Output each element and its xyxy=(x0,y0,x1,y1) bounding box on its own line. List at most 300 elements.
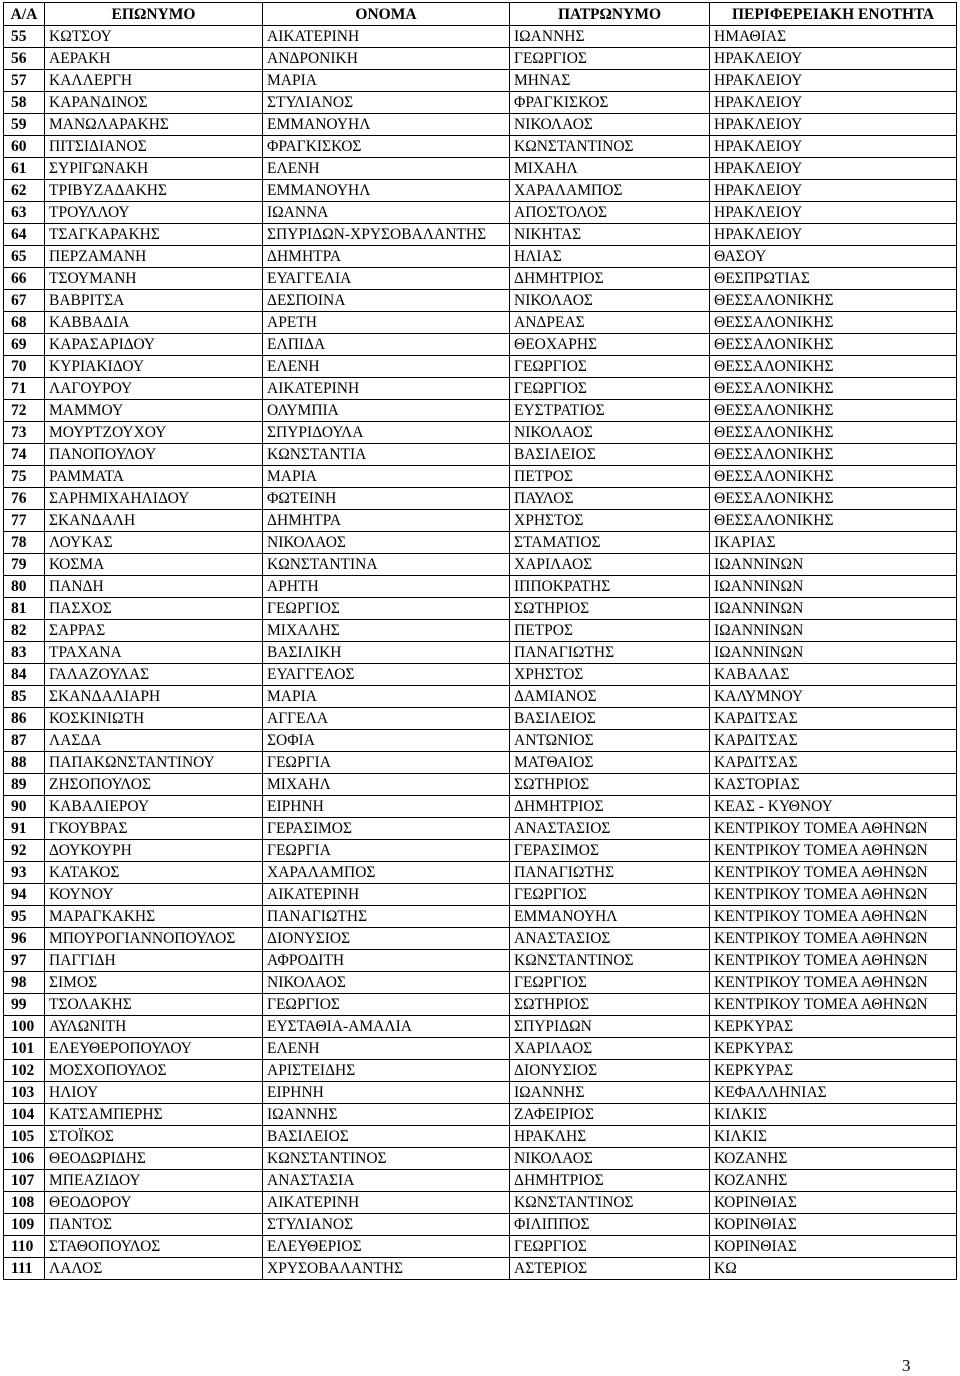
serial-cell: 57 xyxy=(4,70,45,92)
surname-cell: ΕΛΕΥΘΕΡΟΠΟΥΛΟΥ xyxy=(45,1038,263,1060)
serial-cell: 56 xyxy=(4,48,45,70)
serial-cell: 86 xyxy=(4,708,45,730)
regional-unit-cell: ΘΕΣΣΑΛΟΝΙΚΗΣ xyxy=(710,334,957,356)
father-name-cell: ΜΑΤΘΑΙΟΣ xyxy=(510,752,710,774)
table-row xyxy=(4,1082,957,1104)
father-name-cell: ΠΑΝΑΓΙΩΤΗΣ xyxy=(510,862,710,884)
first-name-cell: ΑΓΓΕΛΑ xyxy=(263,708,510,730)
father-name-cell: ΑΠΟΣΤΟΛΟΣ xyxy=(510,202,710,224)
serial-cell: 92 xyxy=(4,840,45,862)
page-number: 3 xyxy=(902,1356,911,1375)
father-name-cell: ΧΡΗΣΤΟΣ xyxy=(510,510,710,532)
father-name-cell: ΑΝΤΩΝΙΟΣ xyxy=(510,730,710,752)
serial-cell: 70 xyxy=(4,356,45,378)
serial-cell: 79 xyxy=(4,554,45,576)
regional-unit-cell: ΚΑΒΑΛΑΣ xyxy=(710,664,957,686)
table-row xyxy=(4,136,957,158)
regional-unit-cell: ΗΡΑΚΛΕΙΟΥ xyxy=(710,48,957,70)
surname-cell: ΠΙΤΣΙΔΙΑΝΟΣ xyxy=(45,136,263,158)
serial-cell: 73 xyxy=(4,422,45,444)
header-father-name: ΠΑΤΡΩΝΥΜΟ xyxy=(510,3,710,26)
surname-cell: ΠΕΡΖΑΜΑΝΗ xyxy=(45,246,263,268)
father-name-cell: ΘΕΟΧΑΡΗΣ xyxy=(510,334,710,356)
father-name-cell: ΓΕΩΡΓΙΟΣ xyxy=(510,972,710,994)
first-name-cell: ΑΦΡΟΔΙΤΗ xyxy=(263,950,510,972)
serial-cell: 66 xyxy=(4,268,45,290)
father-name-cell: ΕΥΣΤΡΑΤΙΟΣ xyxy=(510,400,710,422)
serial-cell: 84 xyxy=(4,664,45,686)
serial-cell: 109 xyxy=(4,1214,45,1236)
serial-cell: 106 xyxy=(4,1148,45,1170)
first-name-cell: ΕΜΜΑΝΟΥΗΛ xyxy=(263,180,510,202)
regional-unit-cell: ΙΩΑΝΝΙΝΩΝ xyxy=(710,576,957,598)
table-row xyxy=(4,224,957,246)
regional-unit-cell: ΗΡΑΚΛΕΙΟΥ xyxy=(710,92,957,114)
first-name-cell: ΣΠΥΡΙΔΩΝ-ΧΡΥΣΟΒΑΛΑΝΤΗΣ xyxy=(263,224,510,246)
serial-cell: 102 xyxy=(4,1060,45,1082)
serial-cell: 68 xyxy=(4,312,45,334)
surname-cell: ΣΑΡΗΜΙΧΑΗΛΙΔΟΥ xyxy=(45,488,263,510)
regional-unit-cell: ΚΑΡΔΙΤΣΑΣ xyxy=(710,708,957,730)
regional-unit-cell: ΙΩΑΝΝΙΝΩΝ xyxy=(710,642,957,664)
first-name-cell: ΑΡΗΤΗ xyxy=(263,576,510,598)
serial-cell: 58 xyxy=(4,92,45,114)
first-name-cell: ΙΩΑΝΝΗΣ xyxy=(263,1104,510,1126)
regional-unit-cell: ΘΕΣΣΑΛΟΝΙΚΗΣ xyxy=(710,488,957,510)
serial-cell: 107 xyxy=(4,1170,45,1192)
surname-cell: ΤΡΑΧΑΝΑ xyxy=(45,642,263,664)
serial-cell: 55 xyxy=(4,26,45,48)
surname-cell: ΜΠΕΑΖΙΔΟΥ xyxy=(45,1170,263,1192)
serial-cell: 104 xyxy=(4,1104,45,1126)
father-name-cell: ΖΑΦΕΙΡΙΟΣ xyxy=(510,1104,710,1126)
first-name-cell: ΣΤΥΛΙΑΝΟΣ xyxy=(263,92,510,114)
regional-unit-cell: ΘΕΣΣΑΛΟΝΙΚΗΣ xyxy=(710,510,957,532)
first-name-cell: ΚΩΝΣΤΑΝΤΙΝΟΣ xyxy=(263,1148,510,1170)
surname-cell: ΤΡΙΒΥΖΑΔΑΚΗΣ xyxy=(45,180,263,202)
serial-cell: 67 xyxy=(4,290,45,312)
regional-unit-cell: ΗΡΑΚΛΕΙΟΥ xyxy=(710,158,957,180)
father-name-cell: ΧΑΡΙΛΑΟΣ xyxy=(510,554,710,576)
serial-cell: 89 xyxy=(4,774,45,796)
father-name-cell: ΑΝΔΡΕΑΣ xyxy=(510,312,710,334)
regional-unit-cell: ΗΡΑΚΛΕΙΟΥ xyxy=(710,224,957,246)
first-name-cell: ΠΑΝΑΓΙΩΤΗΣ xyxy=(263,906,510,928)
table-row xyxy=(4,708,957,730)
regional-unit-cell: ΙΩΑΝΝΙΝΩΝ xyxy=(710,554,957,576)
serial-cell: 87 xyxy=(4,730,45,752)
first-name-cell: ΕΛΠΙΔΑ xyxy=(263,334,510,356)
father-name-cell: ΔΙΟΝΥΣΙΟΣ xyxy=(510,1060,710,1082)
serial-cell: 101 xyxy=(4,1038,45,1060)
father-name-cell: ΝΙΚΟΛΑΟΣ xyxy=(510,290,710,312)
surname-cell: ΚΟΣΚΙΝΙΩΤΗ xyxy=(45,708,263,730)
regional-unit-cell: ΗΡΑΚΛΕΙΟΥ xyxy=(710,202,957,224)
first-name-cell: ΦΩΤΕΙΝΗ xyxy=(263,488,510,510)
table-row xyxy=(4,686,957,708)
table-row xyxy=(4,1236,957,1258)
serial-cell: 75 xyxy=(4,466,45,488)
first-name-cell: ΝΙΚΟΛΑΟΣ xyxy=(263,532,510,554)
header-serial: Α/Α xyxy=(4,3,45,26)
surname-cell: ΚΑΤΣΑΜΠΕΡΗΣ xyxy=(45,1104,263,1126)
header-surname: ΕΠΩΝΥΜΟ xyxy=(45,3,263,26)
father-name-cell: ΣΩΤΗΡΙΟΣ xyxy=(510,774,710,796)
table-row xyxy=(4,796,957,818)
father-name-cell: ΧΑΡΑΛΑΜΠΟΣ xyxy=(510,180,710,202)
first-name-cell: ΑΙΚΑΤΕΡΙΝΗ xyxy=(263,884,510,906)
surname-cell: ΠΑΝΟΠΟΥΛΟΥ xyxy=(45,444,263,466)
surname-cell: ΜΑΝΩΛΑΡΑΚΗΣ xyxy=(45,114,263,136)
first-name-cell: ΕΜΜΑΝΟΥΗΛ xyxy=(263,114,510,136)
table-row xyxy=(4,752,957,774)
father-name-cell: ΓΕΩΡΓΙΟΣ xyxy=(510,884,710,906)
first-name-cell: ΑΡΕΤΗ xyxy=(263,312,510,334)
table-row xyxy=(4,818,957,840)
serial-cell: 81 xyxy=(4,598,45,620)
father-name-cell: ΔΑΜΙΑΝΟΣ xyxy=(510,686,710,708)
surname-cell: ΜΠΟΥΡΟΓΙΑΝΝΟΠΟΥΛΟΣ xyxy=(45,928,263,950)
surname-cell: ΛΟΥΚΑΣ xyxy=(45,532,263,554)
table-row xyxy=(4,1016,957,1038)
surname-cell: ΒΑΒΡΙΤΣΑ xyxy=(45,290,263,312)
surname-cell: ΣΤΑΘΟΠΟΥΛΟΣ xyxy=(45,1236,263,1258)
first-name-cell: ΒΑΣΙΛΙΚΗ xyxy=(263,642,510,664)
regional-unit-cell: ΚΙΛΚΙΣ xyxy=(710,1126,957,1148)
first-name-cell: ΣΠΥΡΙΔΟΥΛΑ xyxy=(263,422,510,444)
first-name-cell: ΓΕΡΑΣΙΜΟΣ xyxy=(263,818,510,840)
father-name-cell: ΦΡΑΓΚΙΣΚΟΣ xyxy=(510,92,710,114)
serial-cell: 110 xyxy=(4,1236,45,1258)
table-row xyxy=(4,422,957,444)
father-name-cell: ΚΩΝΣΤΑΝΤΙΝΟΣ xyxy=(510,136,710,158)
serial-cell: 88 xyxy=(4,752,45,774)
first-name-cell: ΑΙΚΑΤΕΡΙΝΗ xyxy=(263,378,510,400)
regional-unit-cell: ΚΟΖΑΝΗΣ xyxy=(710,1170,957,1192)
surname-cell: ΛΑΓΟΥΡΟΥ xyxy=(45,378,263,400)
table-row xyxy=(4,642,957,664)
father-name-cell: ΧΑΡΙΛΑΟΣ xyxy=(510,1038,710,1060)
first-name-cell: ΔΗΜΗΤΡΑ xyxy=(263,246,510,268)
regional-unit-cell: ΘΕΣΣΑΛΟΝΙΚΗΣ xyxy=(710,444,957,466)
table-row xyxy=(4,466,957,488)
father-name-cell: ΝΙΚΟΛΑΟΣ xyxy=(510,422,710,444)
father-name-cell: ΠΕΤΡΟΣ xyxy=(510,620,710,642)
regional-unit-cell: ΚΟΖΑΝΗΣ xyxy=(710,1148,957,1170)
table-row xyxy=(4,290,957,312)
father-name-cell: ΕΜΜΑΝΟΥΗΛ xyxy=(510,906,710,928)
table-row xyxy=(4,840,957,862)
first-name-cell: ΕΛΕΝΗ xyxy=(263,356,510,378)
surname-cell: ΠΑΝΤΟΣ xyxy=(45,1214,263,1236)
father-name-cell: ΗΛΙΑΣ xyxy=(510,246,710,268)
surname-cell: ΗΛΙΟΥ xyxy=(45,1082,263,1104)
surname-cell: ΚΥΡΙΑΚΙΔΟΥ xyxy=(45,356,263,378)
surname-cell: ΑΥΛΩΝΙΤΗ xyxy=(45,1016,263,1038)
serial-cell: 93 xyxy=(4,862,45,884)
surname-cell: ΚΑΤΑΚΟΣ xyxy=(45,862,263,884)
regional-unit-cell: ΘΕΣΣΑΛΟΝΙΚΗΣ xyxy=(710,312,957,334)
table-row xyxy=(4,378,957,400)
first-name-cell: ΓΕΩΡΓΙΑ xyxy=(263,752,510,774)
surname-cell: ΚΩΤΣΟΥ xyxy=(45,26,263,48)
father-name-cell: ΣΩΤΗΡΙΟΣ xyxy=(510,994,710,1016)
father-name-cell: ΔΗΜΗΤΡΙΟΣ xyxy=(510,1170,710,1192)
surname-cell: ΠΑΠΑΚΩΝΣΤΑΝΤΙΝΟΥ xyxy=(45,752,263,774)
surname-cell: ΠΑΣΧΟΣ xyxy=(45,598,263,620)
table-row xyxy=(4,664,957,686)
first-name-cell: ΚΩΝΣΤΑΝΤΙΑ xyxy=(263,444,510,466)
surname-cell: ΓΑΛΑΖΟΥΛΑΣ xyxy=(45,664,263,686)
first-name-cell: ΙΩΑΝΝΑ xyxy=(263,202,510,224)
father-name-cell: ΗΡΑΚΛΗΣ xyxy=(510,1126,710,1148)
surname-cell: ΛΑΛΟΣ xyxy=(45,1258,263,1280)
serial-cell: 91 xyxy=(4,818,45,840)
serial-cell: 64 xyxy=(4,224,45,246)
first-name-cell: ΕΛΕΝΗ xyxy=(263,1038,510,1060)
regional-unit-cell: ΚΟΡΙΝΘΙΑΣ xyxy=(710,1236,957,1258)
table-row xyxy=(4,48,957,70)
surname-cell: ΚΑΒΒΑΔΙΑ xyxy=(45,312,263,334)
surname-cell: ΣΚΑΝΔΑΛΗ xyxy=(45,510,263,532)
regional-unit-cell: ΚΟΡΙΝΘΙΑΣ xyxy=(710,1192,957,1214)
serial-cell: 78 xyxy=(4,532,45,554)
table-row xyxy=(4,488,957,510)
first-name-cell: ΑΙΚΑΤΕΡΙΝΗ xyxy=(263,26,510,48)
table-row xyxy=(4,972,957,994)
serial-cell: 96 xyxy=(4,928,45,950)
first-name-cell: ΓΕΩΡΓΙΑ xyxy=(263,840,510,862)
table-row xyxy=(4,1258,957,1280)
serial-cell: 85 xyxy=(4,686,45,708)
first-name-cell: ΑΝΔΡΟΝΙΚΗ xyxy=(263,48,510,70)
regional-unit-cell: ΚΑΛΥΜΝΟΥ xyxy=(710,686,957,708)
first-name-cell: ΦΡΑΓΚΙΣΚΟΣ xyxy=(263,136,510,158)
regional-unit-cell: ΚΕΡΚΥΡΑΣ xyxy=(710,1016,957,1038)
table-row xyxy=(4,400,957,422)
table-row xyxy=(4,1104,957,1126)
surname-cell: ΚΑΡΑΝΔΙΝΟΣ xyxy=(45,92,263,114)
table-row xyxy=(4,356,957,378)
surname-cell: ΤΣΟΛΑΚΗΣ xyxy=(45,994,263,1016)
first-name-cell: ΜΙΧΑΗΛ xyxy=(263,774,510,796)
table-row xyxy=(4,510,957,532)
serial-cell: 62 xyxy=(4,180,45,202)
regional-unit-cell: ΚΑΣΤΟΡΙΑΣ xyxy=(710,774,957,796)
regional-unit-cell: ΚΕΝΤΡΙΚΟΥ ΤΟΜΕΑ ΑΘΗΝΩΝ xyxy=(710,862,957,884)
regional-unit-cell: ΘΕΣΣΑΛΟΝΙΚΗΣ xyxy=(710,356,957,378)
first-name-cell: ΜΙΧΑΛΗΣ xyxy=(263,620,510,642)
serial-cell: 100 xyxy=(4,1016,45,1038)
surname-cell: ΤΣΟΥΜΑΝΗ xyxy=(45,268,263,290)
table-row xyxy=(4,158,957,180)
regional-unit-cell: ΚΕΦΑΛΛΗΝΙΑΣ xyxy=(710,1082,957,1104)
surname-cell: ΓΚΟΥΒΡΑΣ xyxy=(45,818,263,840)
regional-unit-cell: ΘΕΣΣΑΛΟΝΙΚΗΣ xyxy=(710,422,957,444)
first-name-cell: ΒΑΣΙΛΕΙΟΣ xyxy=(263,1126,510,1148)
regional-unit-cell: ΙΚΑΡΙΑΣ xyxy=(710,532,957,554)
table-row xyxy=(4,180,957,202)
first-name-cell: ΑΙΚΑΤΕΡΙΝΗ xyxy=(263,1192,510,1214)
father-name-cell: ΧΡΗΣΤΟΣ xyxy=(510,664,710,686)
father-name-cell: ΠΕΤΡΟΣ xyxy=(510,466,710,488)
serial-cell: 90 xyxy=(4,796,45,818)
regional-unit-cell: ΚΕΝΤΡΙΚΟΥ ΤΟΜΕΑ ΑΘΗΝΩΝ xyxy=(710,972,957,994)
first-name-cell: ΑΝΑΣΤΑΣΙΑ xyxy=(263,1170,510,1192)
first-name-cell: ΝΙΚΟΛΑΟΣ xyxy=(263,972,510,994)
serial-cell: 97 xyxy=(4,950,45,972)
regional-unit-cell: ΘΕΣΠΡΩΤΙΑΣ xyxy=(710,268,957,290)
table-row xyxy=(4,114,957,136)
header-row xyxy=(4,3,957,26)
table-row xyxy=(4,862,957,884)
serial-cell: 76 xyxy=(4,488,45,510)
surname-cell: ΚΑΒΑΛΙΕΡΟΥ xyxy=(45,796,263,818)
first-name-cell: ΜΑΡΙΑ xyxy=(263,686,510,708)
regional-unit-cell: ΚΕΡΚΥΡΑΣ xyxy=(710,1038,957,1060)
first-name-cell: ΧΑΡΑΛΑΜΠΟΣ xyxy=(263,862,510,884)
surname-cell: ΡΑΜΜΑΤΑ xyxy=(45,466,263,488)
surname-cell: ΜΟΥΡΤΖΟΥΧΟΥ xyxy=(45,422,263,444)
regional-unit-cell: ΚΟΡΙΝΘΙΑΣ xyxy=(710,1214,957,1236)
serial-cell: 71 xyxy=(4,378,45,400)
table-row xyxy=(4,444,957,466)
first-name-cell: ΔΕΣΠΟΙΝΑ xyxy=(263,290,510,312)
regional-unit-cell: ΘΕΣΣΑΛΟΝΙΚΗΣ xyxy=(710,466,957,488)
father-name-cell: ΙΩΑΝΝΗΣ xyxy=(510,1082,710,1104)
table-row xyxy=(4,1060,957,1082)
surname-cell: ΣΥΡΙΓΩΝΑΚΗ xyxy=(45,158,263,180)
regional-unit-cell: ΗΡΑΚΛΕΙΟΥ xyxy=(710,180,957,202)
first-name-cell: ΔΙΟΝΥΣΙΟΣ xyxy=(263,928,510,950)
first-name-cell: ΕΥΑΓΓΕΛΟΣ xyxy=(263,664,510,686)
table-row xyxy=(4,554,957,576)
surname-cell: ΜΟΣΧΟΠΟΥΛΟΣ xyxy=(45,1060,263,1082)
father-name-cell: ΔΗΜΗΤΡΙΟΣ xyxy=(510,796,710,818)
table-row xyxy=(4,268,957,290)
father-name-cell: ΙΠΠΟΚΡΑΤΗΣ xyxy=(510,576,710,598)
regional-unit-cell: ΘΑΣΟΥ xyxy=(710,246,957,268)
serial-cell: 98 xyxy=(4,972,45,994)
regional-unit-cell: ΚΕΝΤΡΙΚΟΥ ΤΟΜΕΑ ΑΘΗΝΩΝ xyxy=(710,884,957,906)
father-name-cell: ΜΙΧΑΗΛ xyxy=(510,158,710,180)
father-name-cell: ΠΑΝΑΓΙΩΤΗΣ xyxy=(510,642,710,664)
table-row xyxy=(4,246,957,268)
surname-cell: ΘΕΟΔΩΡΙΔΗΣ xyxy=(45,1148,263,1170)
surname-cell: ΖΗΣΟΠΟΥΛΟΣ xyxy=(45,774,263,796)
table-row xyxy=(4,620,957,642)
father-name-cell: ΒΑΣΙΛΕΙΟΣ xyxy=(510,444,710,466)
serial-cell: 69 xyxy=(4,334,45,356)
father-name-cell: ΑΣΤΕΡΙΟΣ xyxy=(510,1258,710,1280)
first-name-cell: ΑΡΙΣΤΕΙΔΗΣ xyxy=(263,1060,510,1082)
surname-cell: ΔΟΥΚΟΥΡΗ xyxy=(45,840,263,862)
serial-cell: 61 xyxy=(4,158,45,180)
first-name-cell: ΓΕΩΡΓΙΟΣ xyxy=(263,994,510,1016)
father-name-cell: ΙΩΑΝΝΗΣ xyxy=(510,26,710,48)
regional-unit-cell: ΚΑΡΔΙΤΣΑΣ xyxy=(710,752,957,774)
table-row xyxy=(4,950,957,972)
surname-cell: ΚΑΡΑΣΑΡΙΔΟΥ xyxy=(45,334,263,356)
table-row xyxy=(4,92,957,114)
father-name-cell: ΓΕΩΡΓΙΟΣ xyxy=(510,48,710,70)
table-row xyxy=(4,1148,957,1170)
table-row xyxy=(4,70,957,92)
header-first-name: ΟΝΟΜΑ xyxy=(263,3,510,26)
table-row xyxy=(4,906,957,928)
first-name-cell: ΔΗΜΗΤΡΑ xyxy=(263,510,510,532)
serial-cell: 63 xyxy=(4,202,45,224)
first-name-cell: ΜΑΡΙΑ xyxy=(263,466,510,488)
serial-cell: 60 xyxy=(4,136,45,158)
first-name-cell: ΕΙΡΗΝΗ xyxy=(263,796,510,818)
father-name-cell: ΝΙΚΟΛΑΟΣ xyxy=(510,1148,710,1170)
table-row xyxy=(4,1038,957,1060)
regional-unit-cell: ΘΕΣΣΑΛΟΝΙΚΗΣ xyxy=(710,400,957,422)
father-name-cell: ΔΗΜΗΤΡΙΟΣ xyxy=(510,268,710,290)
regional-unit-cell: ΚΕΝΤΡΙΚΟΥ ΤΟΜΕΑ ΑΘΗΝΩΝ xyxy=(710,928,957,950)
table-row xyxy=(4,774,957,796)
serial-cell: 80 xyxy=(4,576,45,598)
surname-cell: ΣΚΑΝΔΑΛΙΑΡΗ xyxy=(45,686,263,708)
surname-cell: ΘΕΟΔΟΡΟΥ xyxy=(45,1192,263,1214)
first-name-cell: ΓΕΩΡΓΙΟΣ xyxy=(263,598,510,620)
table-row xyxy=(4,532,957,554)
table-row xyxy=(4,1214,957,1236)
father-name-cell: ΣΤΑΜΑΤΙΟΣ xyxy=(510,532,710,554)
table-row xyxy=(4,312,957,334)
first-name-cell: ΧΡΥΣΟΒΑΛΑΝΤΗΣ xyxy=(263,1258,510,1280)
father-name-cell: ΚΩΝΣΤΑΝΤΙΝΟΣ xyxy=(510,1192,710,1214)
first-name-cell: ΕΙΡΗΝΗ xyxy=(263,1082,510,1104)
first-name-cell: ΕΥΑΓΓΕΛΙΑ xyxy=(263,268,510,290)
serial-cell: 65 xyxy=(4,246,45,268)
first-name-cell: ΕΛΕΝΗ xyxy=(263,158,510,180)
header-regional-unit: ΠΕΡΙΦΕΡΕΙΑΚΗ ΕΝΟΤΗΤΑ xyxy=(710,3,957,26)
serial-cell: 95 xyxy=(4,906,45,928)
father-name-cell: ΑΝΑΣΤΑΣΙΟΣ xyxy=(510,818,710,840)
table-row xyxy=(4,1192,957,1214)
regional-unit-cell: ΚΕΑΣ - ΚΥΘΝΟΥ xyxy=(710,796,957,818)
serial-cell: 77 xyxy=(4,510,45,532)
regional-unit-cell: ΙΩΑΝΝΙΝΩΝ xyxy=(710,620,957,642)
serial-cell: 94 xyxy=(4,884,45,906)
regional-unit-cell: ΚΕΡΚΥΡΑΣ xyxy=(710,1060,957,1082)
father-name-cell: ΚΩΝΣΤΑΝΤΙΝΟΣ xyxy=(510,950,710,972)
table-row xyxy=(4,334,957,356)
serial-cell: 59 xyxy=(4,114,45,136)
surname-cell: ΤΣΑΓΚΑΡΑΚΗΣ xyxy=(45,224,263,246)
father-name-cell: ΣΩΤΗΡΙΟΣ xyxy=(510,598,710,620)
father-name-cell: ΓΕΡΑΣΙΜΟΣ xyxy=(510,840,710,862)
table-row xyxy=(4,994,957,1016)
father-name-cell: ΒΑΣΙΛΕΙΟΣ xyxy=(510,708,710,730)
regional-unit-cell: ΘΕΣΣΑΛΟΝΙΚΗΣ xyxy=(710,290,957,312)
serial-cell: 111 xyxy=(4,1258,45,1280)
surname-cell: ΛΑΣΔΑ xyxy=(45,730,263,752)
surname-cell: ΤΡΟΥΛΛΟΥ xyxy=(45,202,263,224)
candidates-table xyxy=(3,2,957,1280)
table-row xyxy=(4,1126,957,1148)
father-name-cell: ΦΙΛΙΠΠΟΣ xyxy=(510,1214,710,1236)
surname-cell: ΣΤΟΪΚΟΣ xyxy=(45,1126,263,1148)
first-name-cell: ΜΑΡΙΑ xyxy=(263,70,510,92)
serial-cell: 82 xyxy=(4,620,45,642)
serial-cell: 105 xyxy=(4,1126,45,1148)
surname-cell: ΣΙΜΟΣ xyxy=(45,972,263,994)
serial-cell: 99 xyxy=(4,994,45,1016)
father-name-cell: ΓΕΩΡΓΙΟΣ xyxy=(510,356,710,378)
